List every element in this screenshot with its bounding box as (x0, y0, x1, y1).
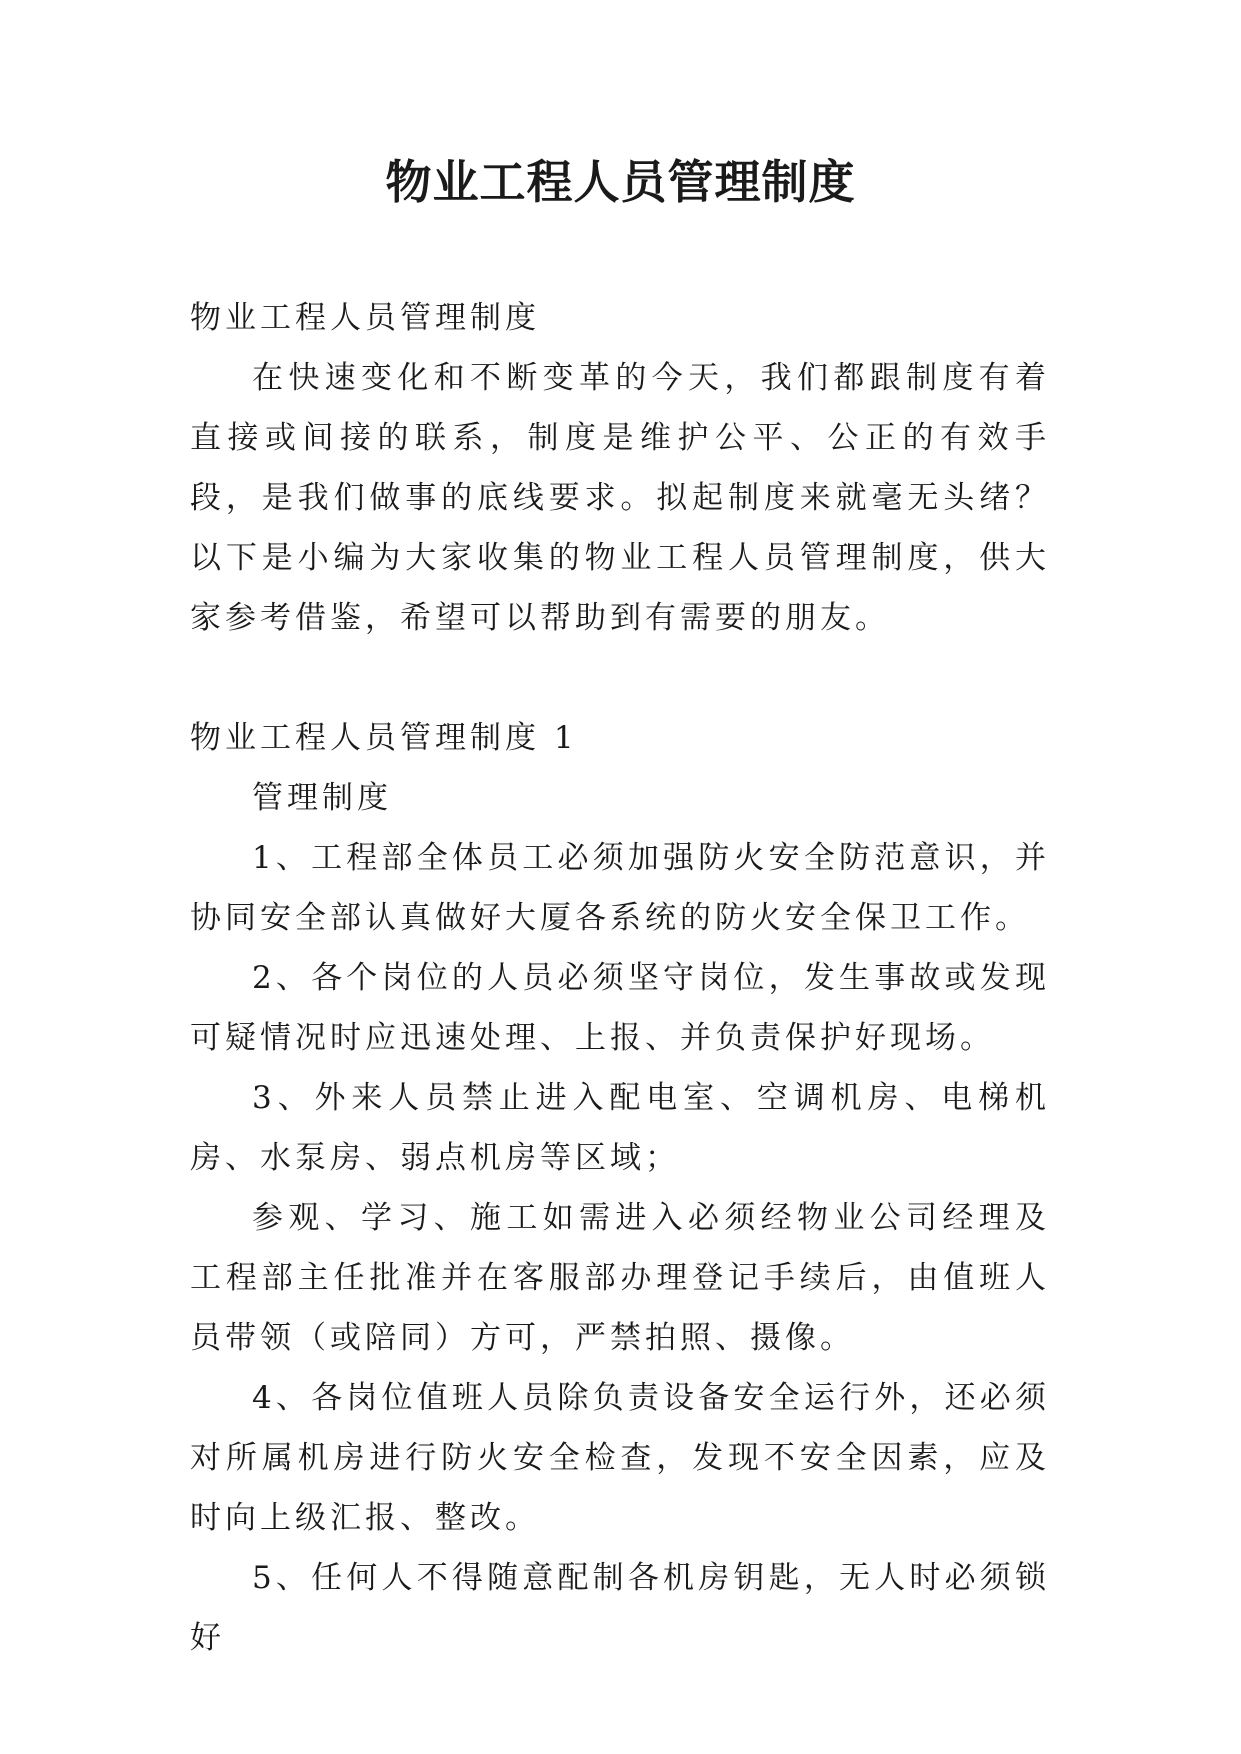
rule-paragraph: 4、各岗位值班人员除负责设备安全运行外，还必须对所属机房进行防火安全检查，发现不安全因素，应及时向上级汇报、整改。 (190, 1380, 1050, 1536)
intro-paragraph: 在快速变化和不断变革的今天，我们都跟制度有着直接或间接的联系，制度是维护公平、公正的有效手段，是我们做事的底线要求。拟起制度来就毫无头绪？以下是小编为大家收集的物业工程人员管理制度，供大家参考借鉴，希望可以帮助到有需要的朋友。 (190, 360, 1050, 636)
rule-paragraph: 参观、学习、施工如需进入必须经物业公司经理及工程部主任批准并在客服部办理登记手续后，由值班人员带领（或陪同）方可，严禁拍照、摄像。 (190, 1200, 1050, 1356)
section-subheading: 管理制度 (252, 780, 392, 816)
rule-paragraph: 5、任何人不得随意配制各机房钥匙，无人时必须锁好 (190, 1560, 1050, 1656)
rule-paragraph: 3、外来人员禁止进入配电室、空调机房、电梯机房、水泵房、弱点机房等区域； (190, 1080, 1050, 1176)
document-body (190, 288, 1050, 1668)
rule-paragraph: 2、各个岗位的人员必须坚守岗位，发生事故或发现可疑情况时应迅速处理、上报、并负责保护好现场。 (190, 960, 1050, 1056)
section-gap (190, 648, 1050, 708)
rule-paragraph: 1、工程部全体员工必须加强防火安全防范意识，并协同安全部认真做好大厦各系统的防火安全保卫工作。 (190, 840, 1050, 936)
intro-heading: 物业工程人员管理制度 (190, 300, 540, 336)
section-heading: 物业工程人员管理制度 1 (190, 720, 578, 756)
document-title: 物业工程人员管理制度 (385, 155, 856, 209)
